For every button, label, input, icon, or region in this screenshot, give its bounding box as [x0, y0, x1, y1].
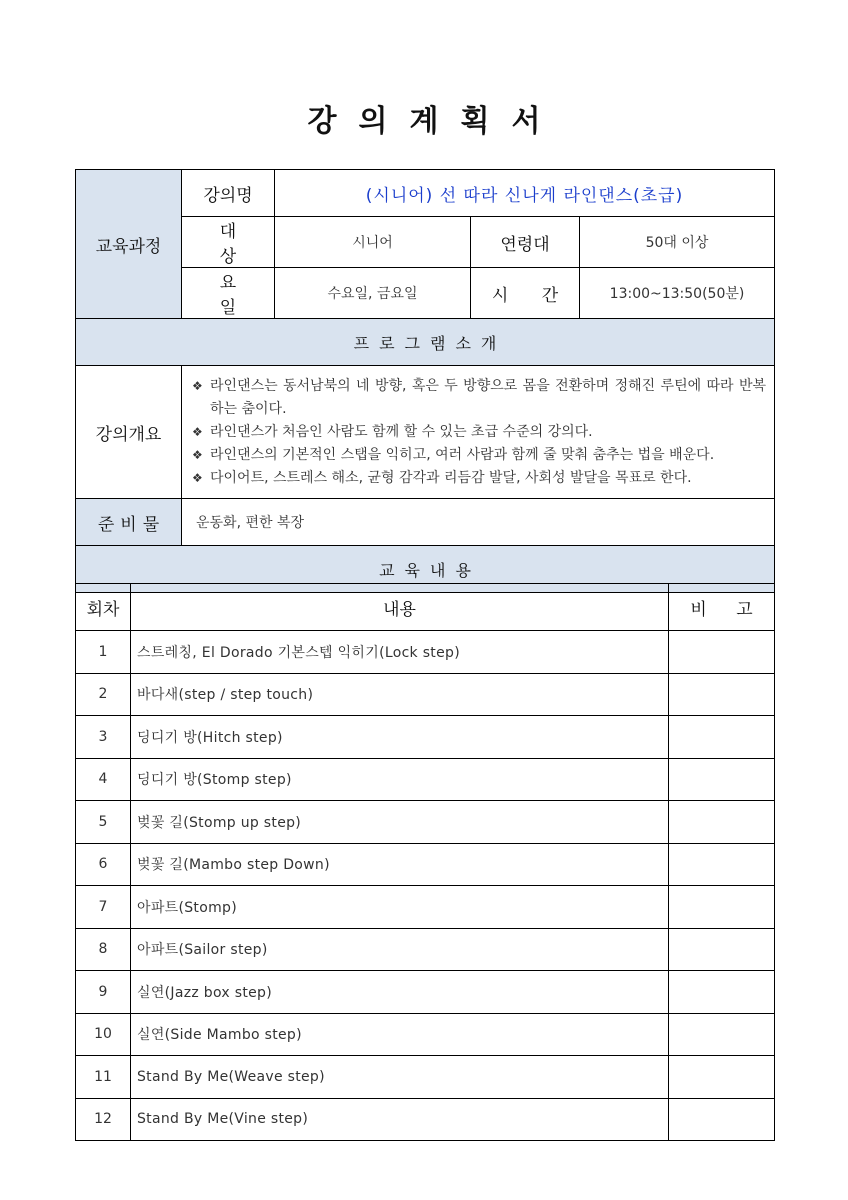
document-title: 강의계획서: [307, 104, 563, 139]
session-content: 딩디기 방(Stomp step): [131, 758, 669, 801]
session-content: 실연(Side Mambo step): [131, 1013, 669, 1056]
course-name-label: 강의명: [182, 170, 275, 217]
session-content: 아파트(Sailor step): [131, 928, 669, 971]
table-row: [76, 631, 775, 674]
overview-item: ❖ 라인댄스는 동서남북의 네 방향, 혹은 두 방향으로 몸을 전환하며 정해진 루틴에 따라 반복하는 춤이다.: [192, 375, 766, 421]
session-content: Stand By Me(Vine step): [131, 1098, 669, 1141]
prep-value: 운동화, 편한 복장: [182, 499, 775, 546]
table-row: [76, 886, 775, 929]
diamond-bullet-icon: ❖: [192, 378, 203, 393]
table-row: [76, 971, 775, 1014]
table-row: [76, 716, 775, 759]
session-column-header: 회차: [76, 584, 131, 631]
table-row: [76, 1098, 775, 1141]
session-content: 바다새(step / step touch): [131, 673, 669, 716]
age-value: 50대 이상: [580, 217, 775, 268]
prep-label: 준비물: [76, 499, 182, 546]
program-section-title: 프로그램소개: [76, 319, 775, 366]
session-content: 아파트(Stomp): [131, 886, 669, 929]
time-label: 시 간: [471, 268, 580, 319]
session-number: 6: [76, 843, 131, 886]
table-row: [76, 801, 775, 844]
diamond-bullet-icon: ❖: [192, 447, 203, 462]
overview-item: ❖ 라인댄스의 기본적인 스탭을 익히고, 여러 사람과 함께 줄 맞춰 춤추는 법을 배운다.: [192, 444, 766, 467]
table-row: [76, 1013, 775, 1056]
overview-label: 강의개요: [76, 366, 182, 499]
curriculum-table: [75, 583, 775, 1141]
table-row: [76, 673, 775, 716]
session-number: 5: [76, 801, 131, 844]
overview-list: [182, 366, 775, 499]
target-value: 시니어: [275, 217, 471, 268]
table-row: [76, 843, 775, 886]
session-content: 스트레칭, El Dorado 기본스텝 익히기(Lock step): [131, 631, 669, 674]
session-number: 8: [76, 928, 131, 971]
diamond-bullet-icon: ❖: [192, 470, 203, 485]
day-label: 요 일: [182, 268, 275, 319]
session-number: 4: [76, 758, 131, 801]
curriculum-section-title: 교육내용: [76, 546, 775, 593]
session-note: [669, 716, 775, 759]
session-content: 실연(Jazz box step): [131, 971, 669, 1014]
session-number: 1: [76, 631, 131, 674]
session-note: [669, 1013, 775, 1056]
time-value: 13:00~13:50(50분): [580, 268, 775, 319]
note-column-header: 비 고: [669, 584, 775, 631]
table-row: [76, 758, 775, 801]
session-note: [669, 886, 775, 929]
diamond-bullet-icon: ❖: [192, 424, 203, 439]
content-column-header: 내용: [131, 584, 669, 631]
overview-item: ❖ 라인댄스가 처음인 사람도 함께 할 수 있는 초급 수준의 강의다.: [192, 421, 766, 444]
age-label: 연령대: [471, 217, 580, 268]
session-note: [669, 673, 775, 716]
session-content: 딩디기 방(Hitch step): [131, 716, 669, 759]
session-note: [669, 971, 775, 1014]
table-row: [76, 1056, 775, 1099]
session-number: 10: [76, 1013, 131, 1056]
session-number: 9: [76, 971, 131, 1014]
table-row: [76, 928, 775, 971]
session-content: 벚꽃 길(Stomp up step): [131, 801, 669, 844]
session-note: [669, 631, 775, 674]
session-note: [669, 801, 775, 844]
session-content: 벚꽃 길(Mambo step Down): [131, 843, 669, 886]
session-note: [669, 1056, 775, 1099]
group-label: 교육과정: [76, 170, 182, 319]
session-number: 7: [76, 886, 131, 929]
target-label: 대 상: [182, 217, 275, 268]
course-name: (시니어) 선 따라 신나게 라인댄스(초급): [275, 170, 775, 217]
days-value: 수요일, 금요일: [275, 268, 471, 319]
overview-item: ❖ 다이어트, 스트레스 해소, 균형 감각과 리듬감 발달, 사회성 발달을 목표로 한다.: [192, 467, 766, 490]
session-note: [669, 758, 775, 801]
session-content: Stand By Me(Weave step): [131, 1056, 669, 1099]
session-number: 3: [76, 716, 131, 759]
session-note: [669, 928, 775, 971]
session-number: 11: [76, 1056, 131, 1099]
session-note: [669, 1098, 775, 1141]
course-info-table: [75, 169, 775, 593]
session-note: [669, 843, 775, 886]
session-number: 2: [76, 673, 131, 716]
session-number: 12: [76, 1098, 131, 1141]
